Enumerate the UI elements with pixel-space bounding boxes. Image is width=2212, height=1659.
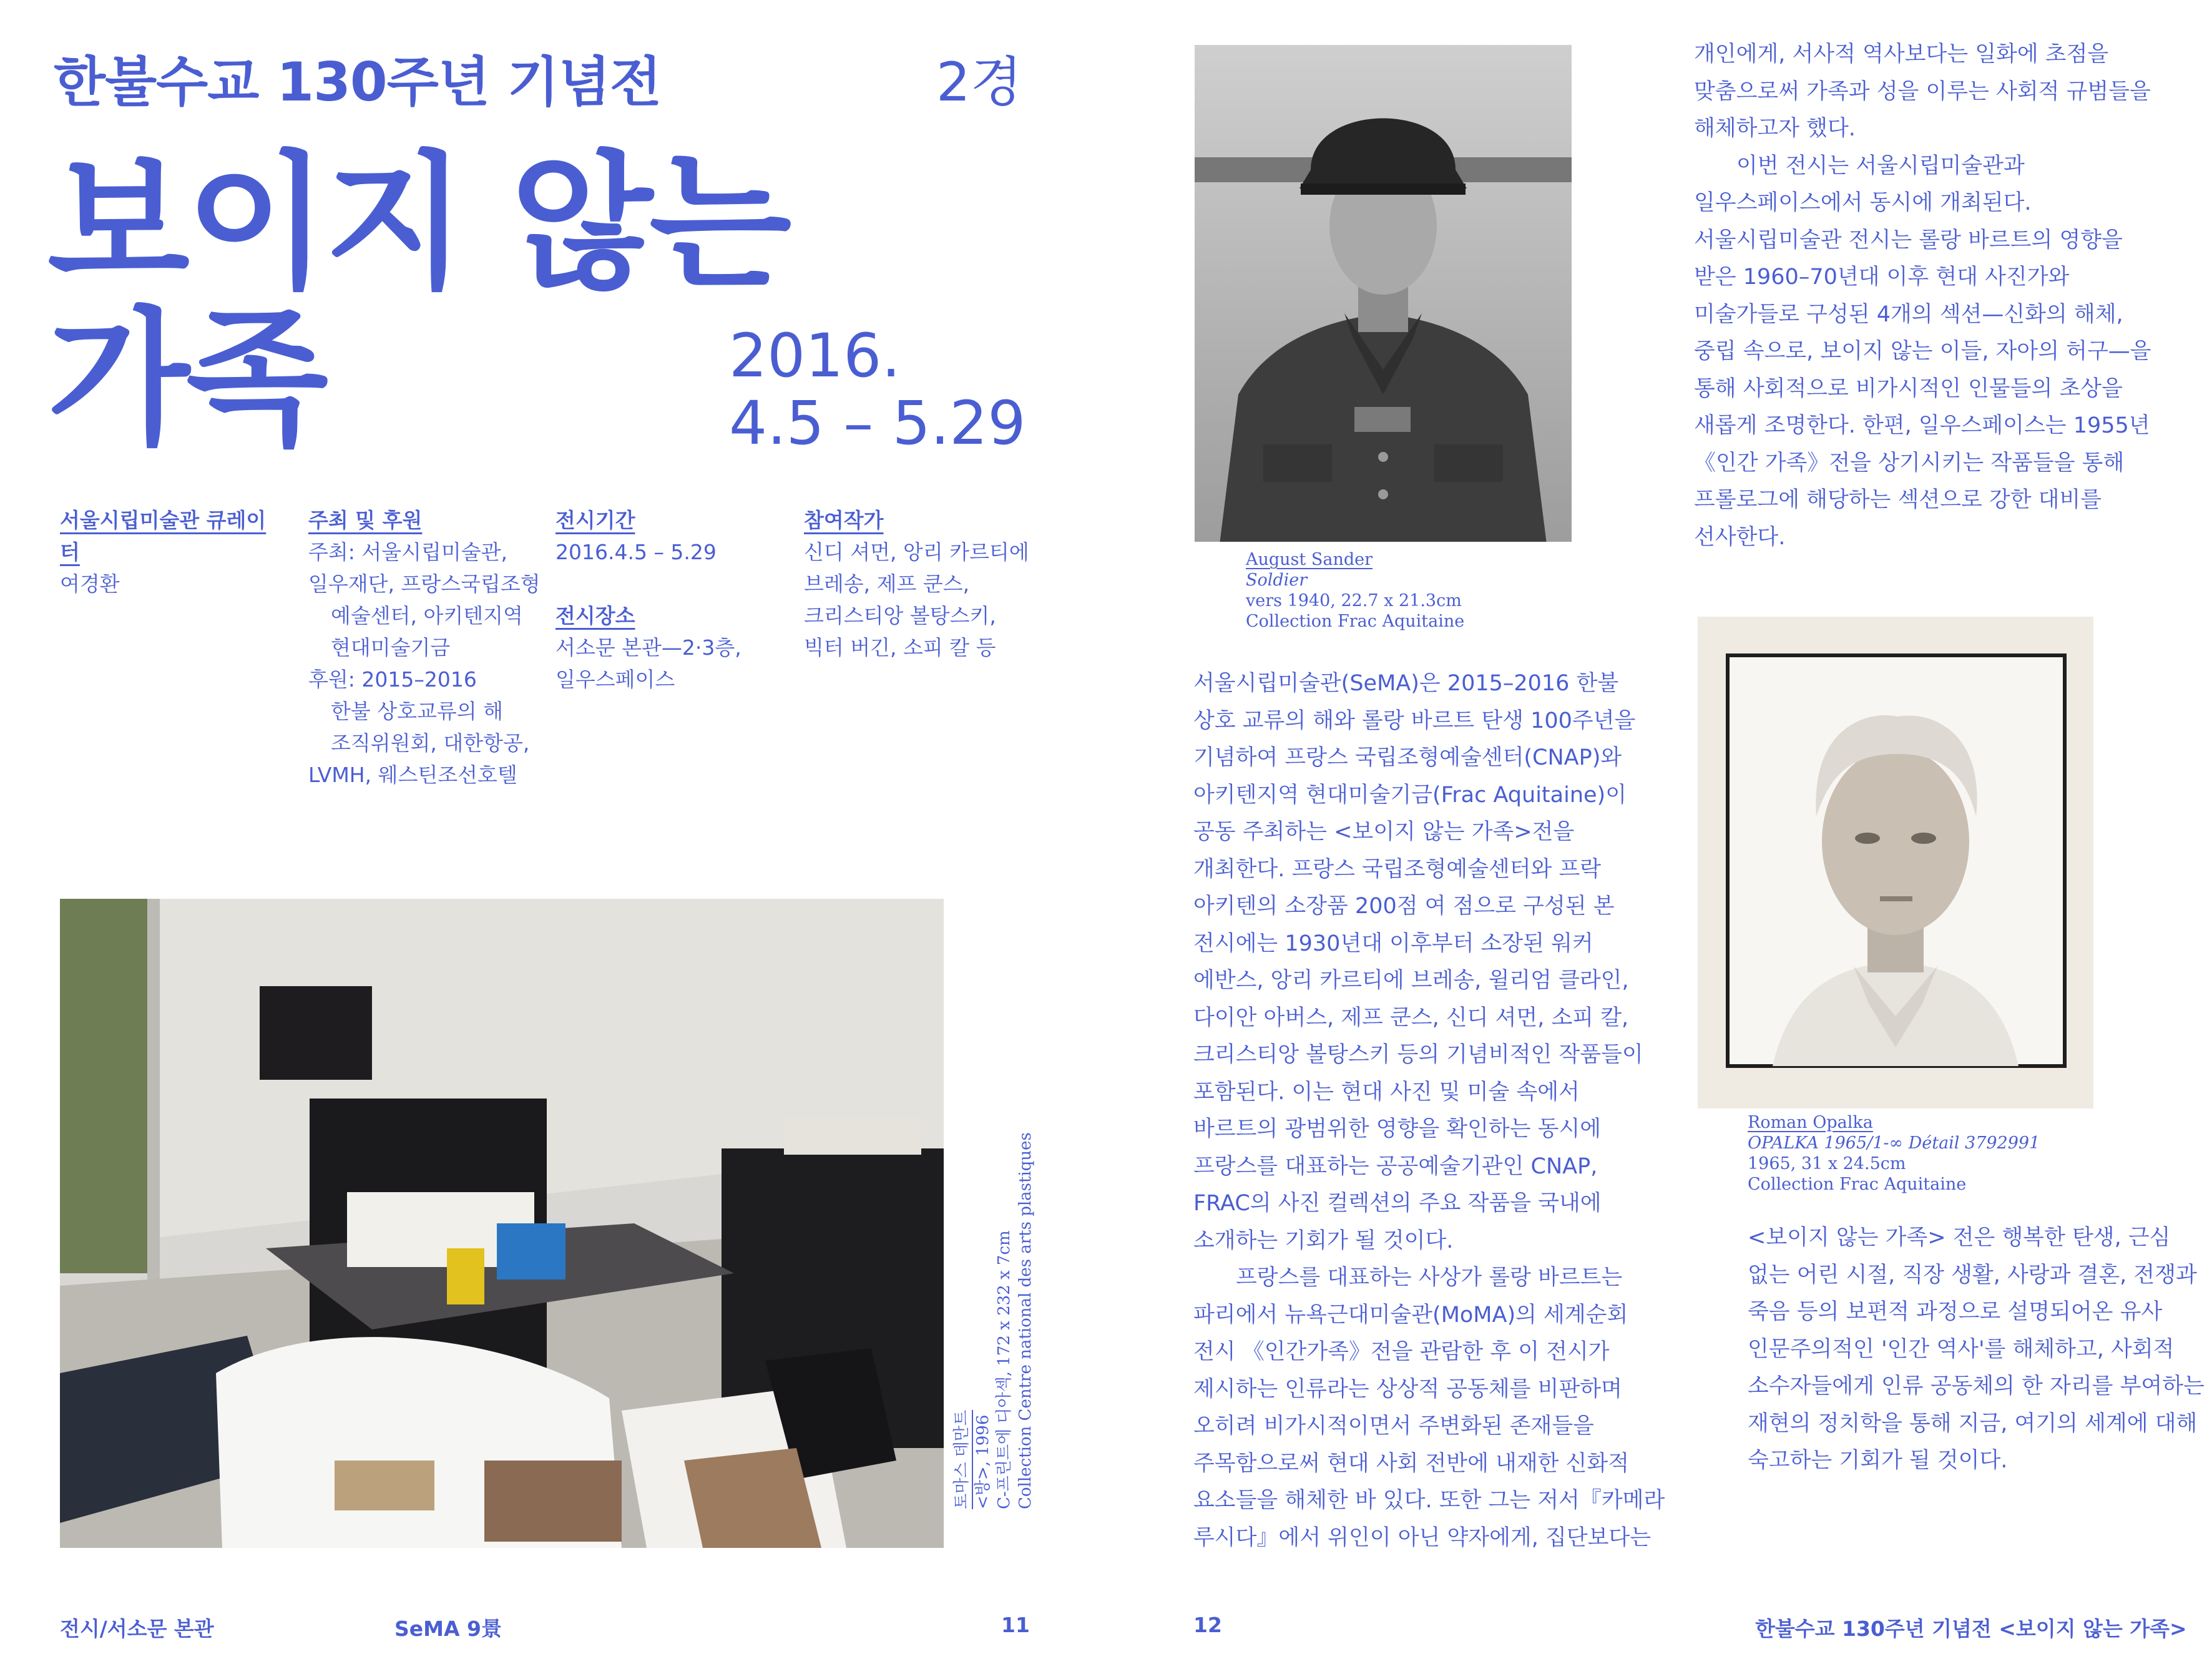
caption-artist: Roman Opalka (1748, 1113, 1873, 1132)
body-line: 프랑스를 대표하는 사상가 롤랑 바르트는 (1236, 1265, 1623, 1290)
body-line: 에반스, 앙리 카르티에 브레송, 윌리엄 클라인, (1193, 968, 1629, 993)
body-line: 오히려 비가시적이면서 주변화된 존재들을 (1193, 1414, 1594, 1439)
info-curator-heading: 서울시립미술관 큐레이터 (60, 508, 267, 564)
body-line: 받은 1960–70년대 이후 현대 사진가와 (1694, 265, 2070, 290)
room-photo-caption (951, 1072, 1036, 1509)
body-line: 루시다』에서 위인이 아닌 약자에게, 집단보다는 (1193, 1525, 1652, 1550)
caption-title: OPALKA 1965/1-∞ Détail 3792991 (1748, 1133, 2040, 1153)
body-line: 요소들을 해체한 바 있다. 또한 그는 저서『카메라 (1193, 1488, 1665, 1513)
caption-details: vers 1940, 22.7 x 21.3cm (1246, 591, 1462, 610)
body-line: 아키텐지역 현대미술기금(Frac Aquitaine)이 (1193, 782, 1627, 808)
info-line: 후원: 2015–2016 (308, 667, 477, 692)
info-organizers-heading: 주최 및 후원 (308, 508, 423, 532)
body-text-column-2 (1694, 36, 2151, 556)
info-line: 크리스티앙 볼탕스키, (804, 604, 996, 628)
body-line: 소수자들에게 인류 공동체의 한 자리를 부여하는 (1748, 1374, 2205, 1399)
body-line: 공동 주최하는 <보이지 않는 가족>전을 (1193, 820, 1575, 844)
opalka-portrait-photo (1698, 617, 2093, 1108)
body-line: 전시에는 1930년대 이후부터 소장된 워커 (1193, 931, 1593, 956)
info-line: 2016.4.5 – 5.29 (555, 540, 717, 564)
body-text-column-1 (1193, 665, 1665, 1557)
info-line: LVMH, 웨스틴조선호텔 (308, 763, 517, 787)
body-line: 소개하는 기회가 될 것이다. (1193, 1228, 1454, 1253)
body-line: 《인간 가족》전을 상기시키는 작품들을 통해 (1694, 450, 2125, 476)
info-line: 일우스페이스 (555, 667, 675, 692)
caption-collection: Collection Centre national des arts plastiques (1016, 1132, 1035, 1509)
exhibition-title-line2: 가족 (47, 293, 325, 465)
info-line: 조직위원회, 대한항공, (331, 731, 530, 755)
exhibition-date-year: 2016. (729, 321, 901, 391)
footer-section: 전시/서소문 본관 (60, 1617, 214, 1641)
soldier-portrait-photo (1195, 45, 1572, 542)
caption-collection: Collection Frac Aquitaine (1748, 1175, 1967, 1194)
footer-exhibition-title: 한불수교 130주년 기념전 <보이지 않는 가족> (1755, 1617, 2187, 1641)
footer-series: SeMA 9景 (394, 1617, 502, 1641)
soldier-photo-caption (1246, 549, 1464, 632)
body-line: 일우스페이스에서 동시에 개최된다. (1694, 190, 2032, 215)
caption-artist: August Sander (1246, 550, 1373, 569)
body-line: 미술가들로 구성된 4개의 섹션—신화의 해체, (1694, 301, 2123, 327)
info-line: 예술센터, 아키텐지역 (331, 604, 523, 628)
body-line: 개최한다. 프랑스 국립조형예술센터와 프락 (1193, 856, 1602, 882)
body-line: 새롭게 조명한다. 한편, 일우스페이스는 1955년 (1694, 413, 2150, 438)
footer-page-left: 11 (1001, 1613, 1030, 1637)
info-line: 서소문 본관—2·3층, (555, 635, 741, 660)
body-line: 재현의 정치학을 통해 지금, 여기의 세계에 대해 (1748, 1411, 2198, 1436)
info-line: 브레송, 제프 쿤스, (804, 572, 970, 596)
body-line: 바르트의 광범위한 영향을 확인하는 동시에 (1193, 1117, 1602, 1142)
edition-label: 2경 (936, 51, 1022, 114)
exhibition-subtitle: 한불수교 130주년 기념전 (54, 51, 662, 114)
caption-artist: 토마스 데만트 (952, 1410, 971, 1509)
exhibition-title-line1: 보이지 않는 (47, 137, 788, 309)
body-line: 인문주의적인 '인간 역사'를 해체하고, 사회적 (1748, 1336, 2175, 1362)
info-organizers (308, 504, 546, 791)
info-artists-heading: 참여작가 (804, 508, 884, 532)
body-line: 프롤로그에 해당하는 섹션으로 강한 대비를 (1694, 487, 2102, 512)
info-line: 한불 상호교류의 해 (331, 699, 504, 723)
info-venue-heading: 전시장소 (555, 604, 635, 628)
body-line: 기념하여 프랑스 국립조형예술센터(CNAP)와 (1193, 745, 1622, 770)
body-line: 죽음 등의 보편적 과정으로 설명되어온 유사 (1748, 1299, 2163, 1324)
body-line: 숙고하는 기회가 될 것이다. (1748, 1448, 2008, 1473)
info-line: 빅터 버긴, 소피 칼 등 (804, 635, 996, 660)
body-line: 이번 전시는 서울시립미술관과 (1736, 153, 2025, 179)
body-line: 전시 《인간가족》전을 관람한 후 이 전시가 (1193, 1339, 1610, 1364)
info-line: 여경환 (60, 572, 120, 596)
info-line: 현대미술기금 (331, 635, 451, 660)
body-line: 포함된다. 이는 현대 사진 및 미술 속에서 (1193, 1079, 1580, 1105)
body-line: 서울시립미술관(SeMA)은 2015–2016 한불 (1193, 671, 1619, 696)
body-line: 통해 사회적으로 비가시적인 인물들의 초상을 (1694, 376, 2123, 401)
info-curator (60, 504, 285, 600)
caption-details: 1965, 31 x 24.5cm (1748, 1154, 1906, 1173)
body-line: 상호 교류의 해와 롤랑 바르트 탄생 100주년을 (1193, 708, 1636, 733)
body-line: 선사한다. (1694, 524, 1786, 550)
exhibition-date-range: 4.5 – 5.29 (729, 388, 1026, 458)
info-line: 일우재단, 프랑스국립조형 (308, 572, 541, 596)
body-line: 맞춤으로써 가족과 성을 이루는 사회적 규범들을 (1694, 79, 2151, 104)
caption-title: <방>, 1996 (974, 1414, 992, 1509)
body-line: 아키텐의 소장품 200점 여 점으로 구성된 본 (1193, 894, 1615, 919)
info-period-venue (555, 504, 793, 695)
body-line: FRAC의 사진 컬렉션의 주요 작품을 국내에 (1193, 1191, 1602, 1216)
info-line: 신디 셔먼, 앙리 카르티에 (804, 540, 1029, 564)
body-line: 서울시립미술관 전시는 롤랑 바르트의 영향을 (1694, 227, 2123, 253)
body-line: 없는 어린 시절, 직장 생활, 사랑과 결혼, 전쟁과 (1748, 1262, 2197, 1288)
body-line: 파리에서 뉴욕근대미술관(MoMA)의 세계순회 (1193, 1302, 1628, 1328)
body-line: 제시하는 인류라는 상상적 공동체를 비판하며 (1193, 1376, 1622, 1402)
caption-title: Soldier (1246, 570, 1308, 590)
body-line: <보이지 않는 가족> 전은 행복한 탄생, 근심 (1748, 1225, 2171, 1250)
body-line: 개인에게, 서사적 역사보다는 일화에 초점을 (1694, 42, 2109, 67)
body-line: 크리스티앙 볼탕스키 등의 기념비적인 작품들이 (1193, 1042, 1643, 1067)
body-line: 프랑스를 대표하는 공공예술기관인 CNAP, (1193, 1153, 1598, 1179)
opalka-photo-caption (1748, 1112, 2040, 1195)
room-photo (60, 899, 944, 1548)
body-text-column-3 (1748, 1220, 2205, 1480)
caption-details: C-프린트에 디아섹, 172 x 232 x 7cm (995, 1230, 1014, 1509)
body-line: 다이안 아버스, 제프 쿤스, 신디 셔먼, 소피 칼, (1193, 1005, 1629, 1030)
info-line: 주최: 서울시립미술관, (308, 540, 507, 564)
caption-collection: Collection Frac Aquitaine (1246, 612, 1465, 631)
info-artists (804, 504, 1054, 663)
body-line: 중립 속으로, 보이지 않는 이들, 자아의 허구—을 (1694, 339, 2151, 364)
body-line: 해체하고자 했다. (1694, 116, 1856, 141)
footer-page-right: 12 (1193, 1613, 1222, 1637)
info-period-heading: 전시기간 (555, 508, 635, 532)
body-line: 주목함으로써 현대 사회 전반에 내재한 신화적 (1193, 1451, 1630, 1476)
